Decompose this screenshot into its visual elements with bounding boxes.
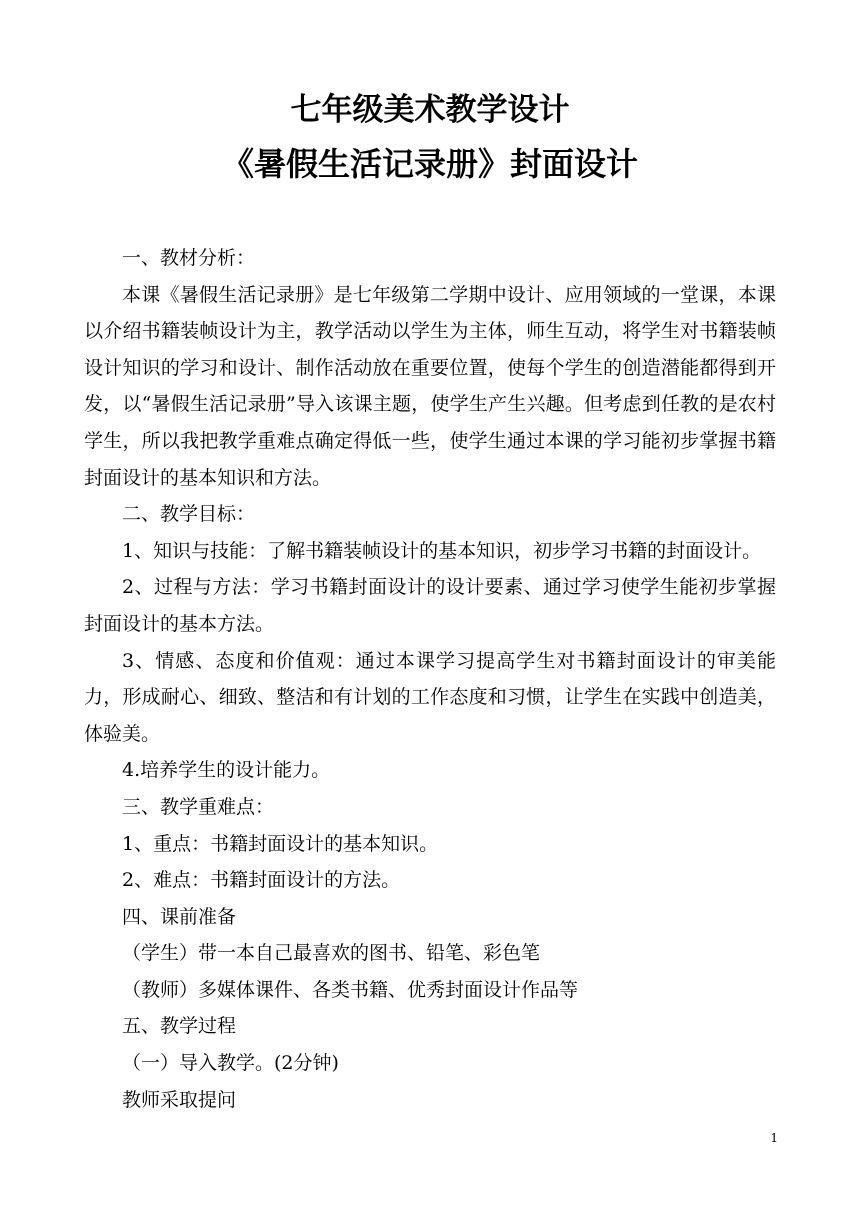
preparation-teacher: （教师）多媒体课件、各类书籍、优秀封面设计作品等 (122, 978, 579, 1001)
section-heading-materials: 一、教材分析： (122, 247, 256, 269)
document-title-line-2: 《暑假生活记录册》封面设计 (221, 145, 638, 183)
objective-attitude: 3、情感、态度和价值观：通过本课学习提高学生对书籍封面设计的审美能力，形成耐心、细致、整洁和有计划的工作态度和习惯，让学生在实践中创造美，体验美。 (84, 649, 776, 745)
objective-process: 2、过程与方法：学习书籍封面设计的设计要素、通过学习使学生能初步掌握封面设计的基本方法。 (84, 576, 776, 635)
difficult-point: 2、难点：书籍封面设计的方法。 (122, 869, 401, 892)
document-body (84, 240, 776, 1118)
objective-knowledge: 1、知识与技能：了解书籍装帧设计的基本知识，初步学习书籍的封面设计。 (122, 539, 762, 562)
key-point: 1、重点：书籍封面设计的基本知识。 (122, 832, 439, 855)
section-heading-preparation: 四、课前准备 (122, 905, 237, 928)
page-number: 1 (770, 1131, 778, 1145)
process-step-intro: （一）导入教学。(2分钟) (122, 1052, 339, 1075)
section-heading-process: 五、教学过程 (122, 1015, 237, 1038)
paragraph-materials-analysis: 本课《暑假生活记录册》是七年级第二学期中设计、应用领域的一堂课，本课以介绍书籍装帧设计为主，教学活动以学生为主体，师生互动，将学生对书籍装帧设计知识的学习和设计、制作活动放在重要位置，使每个学生的创造潜能都得到开发，以“暑假生活记录册”导入该课主题，使学生产生兴趣。但考虑到任教的是农村学生，所以我把教学重难点确定得低一些，使学生通过本课的学习能初步掌握书籍封面设计的基本知识和方法。 (84, 283, 776, 489)
process-step-intro-detail: 教师采取提问 (122, 1088, 237, 1111)
objective-design-ability: 4.培养学生的设计能力。 (122, 759, 331, 782)
preparation-students: （学生）带一本自己最喜欢的图书、铅笔、彩色笔 (122, 942, 541, 965)
section-heading-key-points: 三、教学重难点： (122, 795, 275, 818)
section-heading-objectives: 二、教学目标： (122, 503, 256, 526)
document-title-line-1: 七年级美术教学设计 (290, 92, 570, 128)
